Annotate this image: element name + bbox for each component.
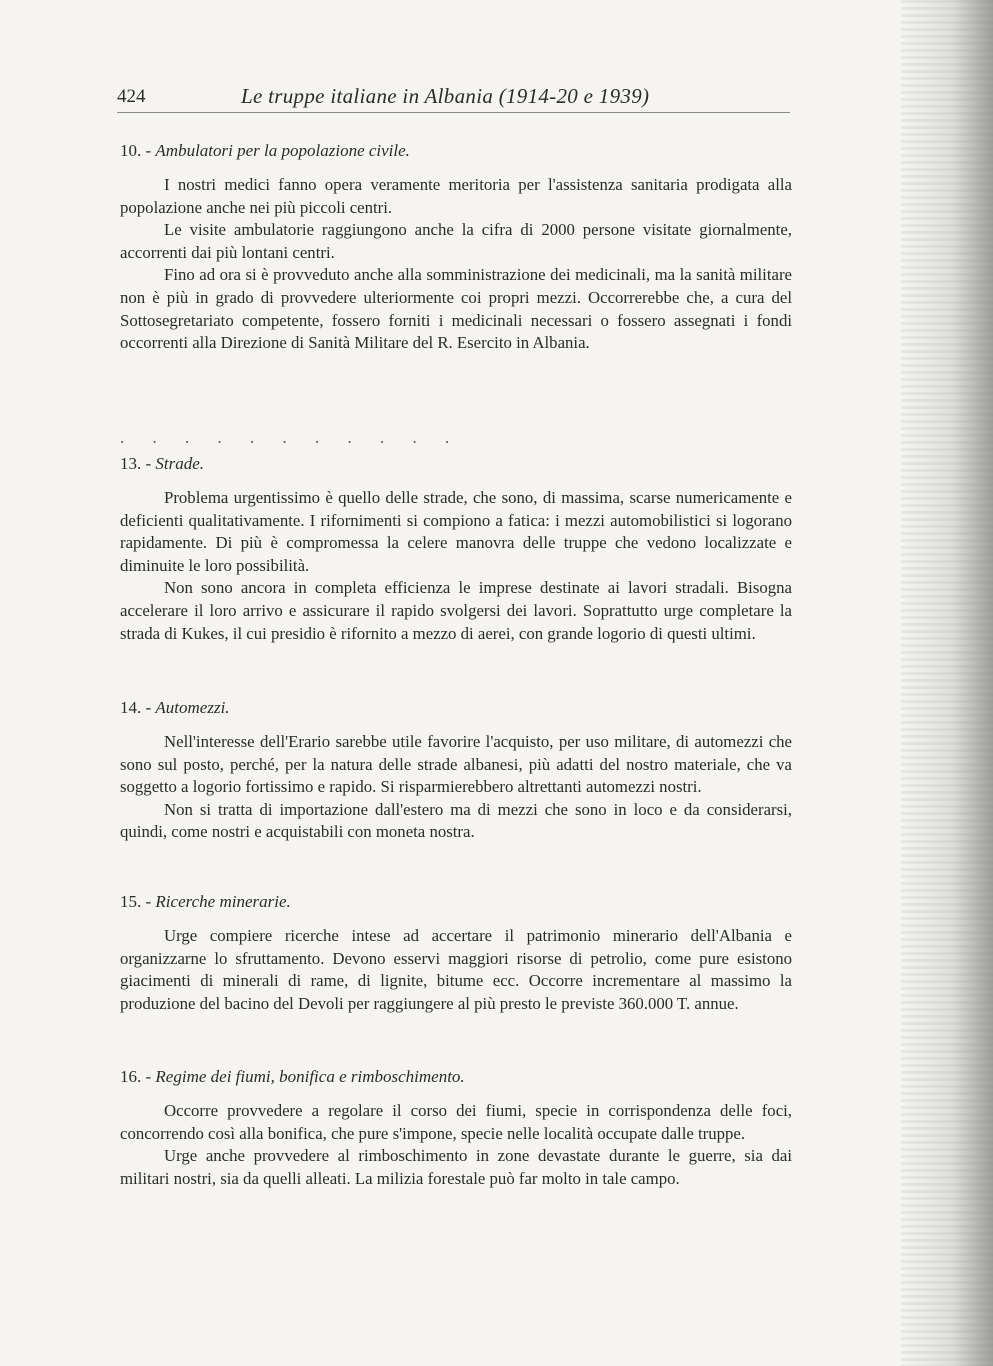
section-number: 15. - — [120, 892, 152, 911]
paragraph: Problema urgentissimo è quello delle strade, che sono, di massima, scarse numericamente e deficienti qualitativamente. I rifornimenti si compiono a fatica: i mezzi automobilistici si logorano rapidamente. Di più è compromessa la celere manovra delle truppe che vedono localizzate e diminuite le loro possibilità. — [120, 488, 792, 575]
section-title: Ambulatori per la popolazione civile. — [155, 141, 410, 160]
paragraph: I nostri medici fanno opera veramente meritoria per l'assistenza sanitaria prodigata alla popolazione anche nei più piccoli centri. — [120, 175, 792, 217]
section-16 — [120, 1066, 792, 1190]
section-15 — [120, 891, 792, 1015]
section-title: Strade. — [155, 454, 205, 473]
section-14 — [120, 697, 792, 844]
section-heading — [120, 453, 792, 475]
section-title: Automezzi. — [155, 698, 230, 717]
section-heading — [120, 140, 792, 162]
section-10 — [120, 140, 792, 355]
paragraph: Occorre provvedere a regolare il corso dei fiumi, specie in corrispondenza delle foci, concorrendo così alla bonifica, che pure s'impone, specie nelle località occupate dalle truppe. — [120, 1101, 792, 1143]
section-number: 10. - — [120, 141, 152, 160]
section-number: 16. - — [120, 1067, 152, 1086]
section-title: Regime dei fiumi, bonifica e rimboschimento. — [155, 1067, 465, 1086]
paragraph: Non si tratta di importazione dall'estero ma di mezzi che sono in loco e da considerarsi, quindi, come nostri e acquistabili con moneta nostra. — [120, 799, 792, 842]
section-heading — [120, 1066, 792, 1088]
running-title: Le truppe italiane in Albania (1914-20 e 1939) — [241, 84, 650, 108]
section-13 — [120, 453, 792, 645]
section-heading — [120, 697, 792, 719]
paragraph: Urge compiere ricerche intese ad accertare il patrimonio minerario dell'Albania e organizzarne lo sfruttamento. Devono esservi maggiori risorse di petrolio, come pure esistono giacimenti di minerali di rame, di lignite, bitume ecc. Occorre incrementare al massimo la produzione del bacino del Devoli per raggiungere al più presto le previste 360.000 T. annue. — [120, 926, 792, 1013]
page-number: 424 — [117, 86, 146, 107]
paragraph: Le visite ambulatorie raggiungono anche la cifra di 2000 persone visitate giornalmente, accorrenti dai più lontani centri. — [120, 220, 792, 262]
paragraph: Nell'interesse dell'Erario sarebbe utile favorire l'acquisto, per uso militare, di automezzi che sono sul posto, perché, per la natura delle strade albanesi, più adatti del nostro materiale, che va soggetto a logorio fortissimo e rapido. Si risparmierebbero altrettanti automezzi nostri. — [120, 732, 792, 797]
section-number: 13. - — [120, 454, 152, 473]
section-number: 14. - — [120, 698, 152, 717]
paragraph: Fino ad ora si è provveduto anche alla somministrazione dei medicinali, ma la sanità militare non è più in grado di provvedere ulteriormente coi propri mezzi. Occorrerebbe che, a cura del Sottosegretariato competente, fossero forniti i medicinali necessari o fossero assegnati i fondi occorrenti alla Direzione di Sanità Militare del R. Esercito in Albania. — [120, 265, 792, 353]
section-title: Ricerche minerarie. — [155, 892, 291, 911]
paragraph: Urge anche provvedere al rimboschimento in zone devastate durante le guerre, sia dai militari nostri, sia da quelli alleati. La milizia forestale può far molto in tale campo. — [120, 1146, 792, 1188]
section-heading — [120, 891, 792, 913]
paragraph: Non sono ancora in completa efficienza le imprese destinate ai lavori stradali. Bisogna accelerare il loro arrivo e assicurare il rapido svolgersi dei lavori. Soprattutto urge completare la strada di Kukes, il cui presidio è rifornito a mezzo di aerei, con grande logorio di questi ultimi. — [120, 578, 792, 643]
scan-shadow-edge — [901, 0, 993, 1366]
page-header — [117, 84, 790, 113]
omission-dots: . . . . . . . . . . . — [120, 428, 462, 447]
